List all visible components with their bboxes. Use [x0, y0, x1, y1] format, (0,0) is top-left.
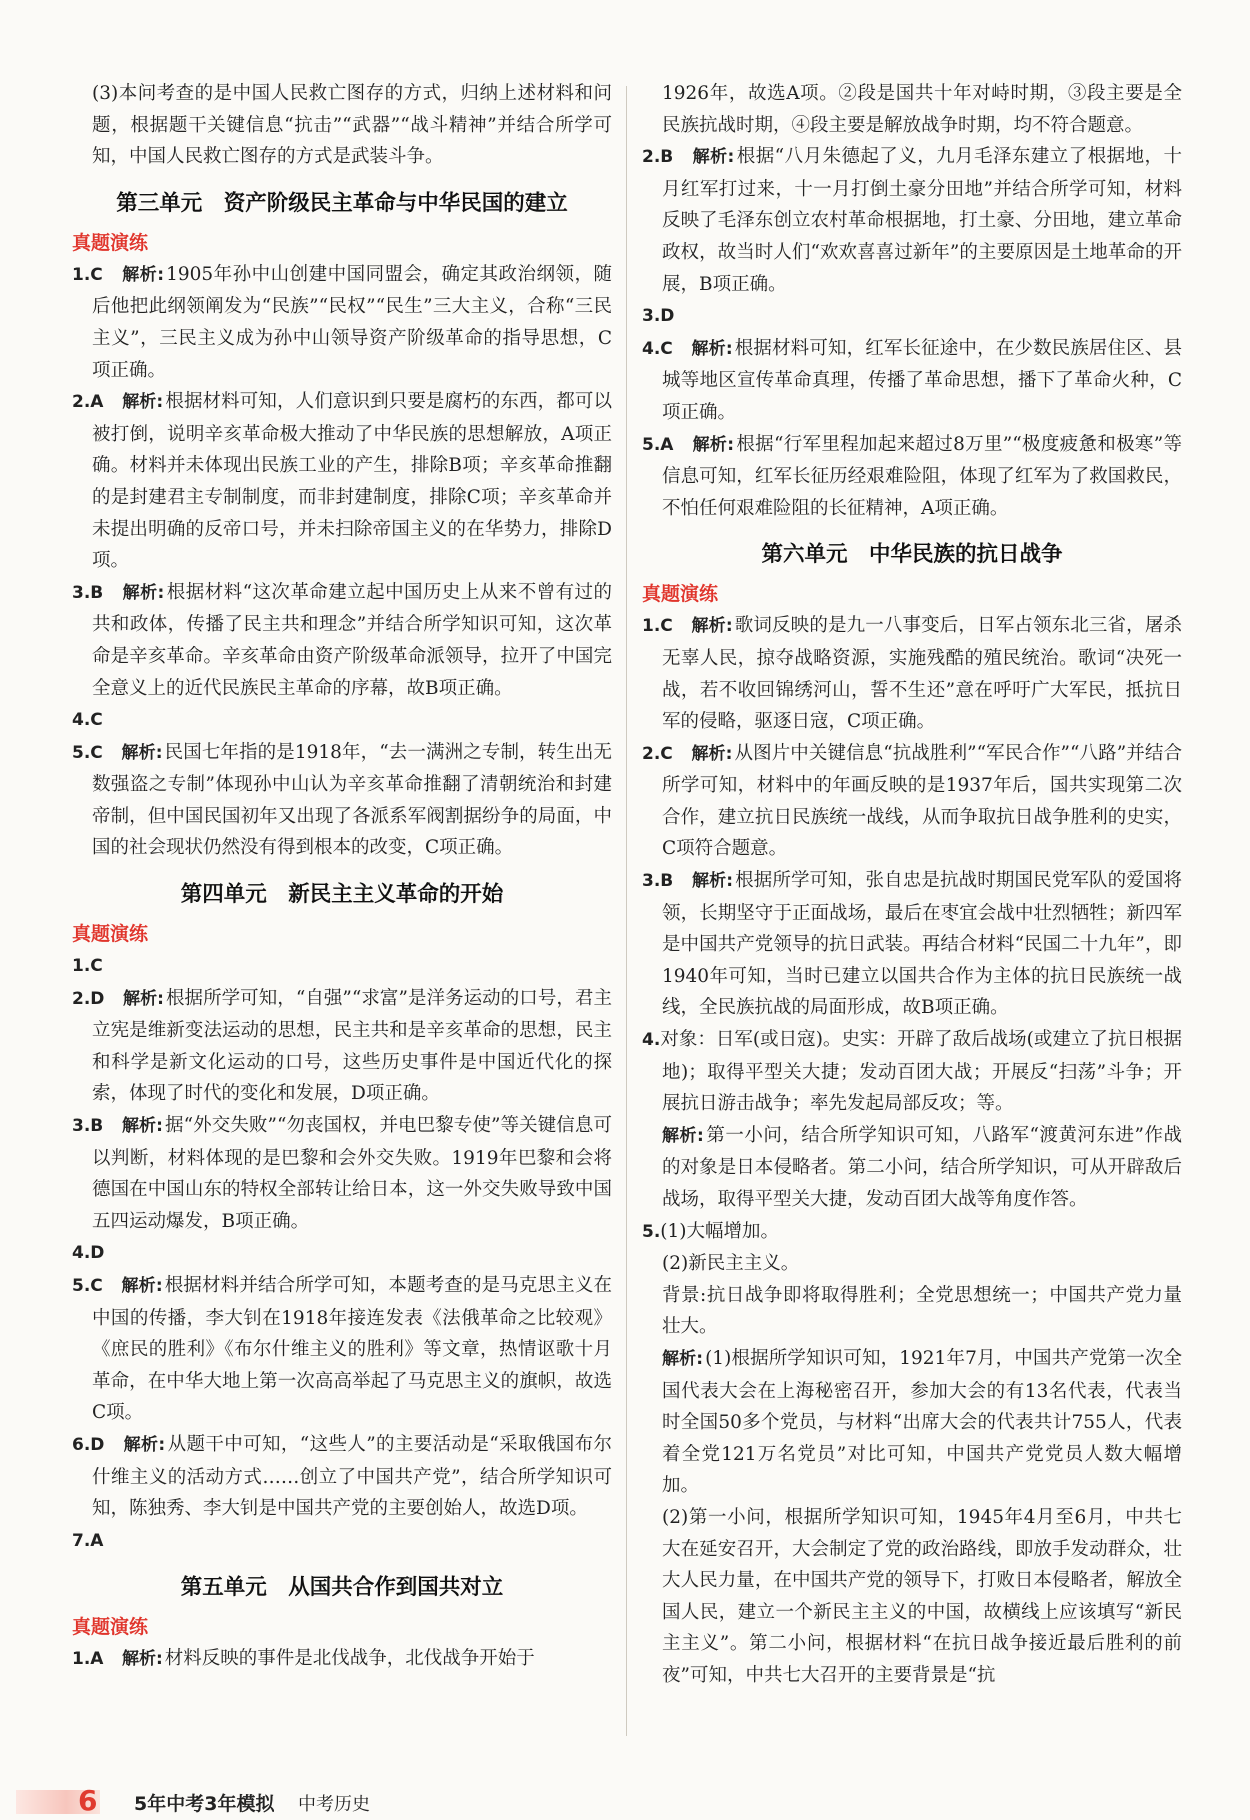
u4-q4	[72, 1237, 612, 1270]
u6-q4-label: 解析:	[662, 1125, 704, 1146]
u5-q2	[642, 141, 1182, 300]
u5-q1-num: 1.A	[72, 1649, 104, 1670]
unit-6-tag: 真题演练	[642, 583, 719, 606]
u6-q2-num: 2.C	[642, 743, 673, 764]
u5-q1-label: 解析:	[121, 1649, 163, 1670]
u3-q3-text: 根据材料“这次革命建立起中国历史上从来不曾有过的共和政体，传播了民主共和理念”并结合所学知识可知，这次革命是辛亥革命。辛亥革命由资产阶级革命派领导，拉开了中国完全意义上的近代民族民主革命的序幕，故B项正确。	[92, 581, 612, 699]
u5-q5-num: 5.A	[642, 434, 674, 455]
u6-q2-text: 从图片中关键信息“抗战胜利”“军民合作”“八路”并结合所学可知，材料中的年画反映的是1937年后，国共实现第二次合作，建立抗日民族统一战线，从而争取抗日战争胜利的史实，C项符合题意。	[662, 742, 1182, 860]
u4-q5-label: 解析:	[121, 1276, 163, 1296]
u6-q5-background	[642, 1280, 1182, 1343]
u3-q3-num: 3.B	[72, 582, 104, 603]
u4-q2-text: 根据所学可知，“自强”“求富”是洋务运动的口号，君主立宪是维新变法运动的思想，民主共和是辛亥革命的思想，民主和科学是新文化运动的口号，这些历史事件是中国近代化的探索，体现了时代的变化和发展，D项正确。	[92, 987, 612, 1105]
u3-q4-num: 4.C	[72, 710, 103, 731]
u6-q5-answer-2: (2)新民主主义。	[662, 1253, 800, 1275]
u5-q5-label: 解析:	[692, 434, 735, 455]
u6-q4-num: 4.	[642, 1030, 661, 1051]
u3-q5-text: 民国七年指的是1918年，“去一满洲之专制，转生出无数强盗之专制”体现孙中山认为辛亥革命推翻了清朝统治和封建帝制，但中国民国初年又出现了各派系军阀割据纷争的局面，中国的社会现状仍然没有得到根本的改变，C项正确。	[92, 741, 612, 859]
u6-q3	[642, 865, 1182, 1024]
u6-q5-explain-1	[642, 1343, 1182, 1502]
u5-q2-text: 根据“八月朱德起了义，九月毛泽东建立了根据地，十月红军打过来，十一月打倒土豪分田地”并结合所学可知，材料反映了毛泽东创立农村革命根据地，打土豪、分田地，建立革命政权，故当时人们“欢欢喜喜过新年”的主要原因是土地革命的开展，B项正确。	[662, 146, 1182, 295]
u6-q3-label: 解析:	[692, 871, 734, 892]
u6-q1-num: 1.C	[642, 616, 673, 637]
u3-q1-num: 1.C	[72, 264, 103, 285]
u3-q1-text: 1905年孙中山创建中国同盟会，确定其政治纲领，随后他把此纲领阐发为“民族”“民权”“民生”三大主义，合称“三民主义”，三民主义成为孙中山领导资产阶级革命的指导思想，C项正确。	[92, 263, 612, 381]
u4-q3-num: 3.B	[72, 1116, 104, 1137]
u6-q4-explain-text: 第一小问，结合所学知识可知，八路军“渡黄河东进”作战的对象是日本侵略者。第二小问，结合所学知识，可从开辟敌后战场，取得平型关大捷，发动百团大战等角度作答。	[662, 1124, 1182, 1210]
u3-q2-num: 2.A	[72, 392, 104, 413]
unit-4-title: 第四单元 新民主主义革命的开始	[180, 882, 504, 908]
u4-q6-num: 6.D	[72, 1434, 105, 1455]
u4-q2-label: 解析:	[123, 988, 164, 1009]
u4-q4-num: 4.D	[72, 1243, 105, 1264]
u6-q1-label: 解析:	[691, 616, 733, 637]
u5-q3	[642, 300, 1182, 333]
u6-q3-num: 3.B	[642, 871, 674, 892]
u5-q4-label: 解析:	[691, 338, 733, 359]
unit-4-tag: 真题演练	[72, 923, 149, 946]
u4-q7	[72, 1525, 612, 1558]
book-title: 5年中考3年模拟	[134, 1793, 275, 1815]
unit-5-title: 第五单元 从国共合作到国共对立	[180, 1575, 504, 1601]
u5-q3-num: 3.D	[642, 306, 675, 327]
u5-q1	[72, 1643, 612, 1676]
u4-q1-num: 1.C	[72, 956, 103, 977]
u6-q5	[642, 1216, 1182, 1249]
unit-5-tag: 真题演练	[72, 1616, 149, 1639]
u4-q5	[72, 1270, 612, 1429]
u3-q5	[72, 737, 612, 864]
u4-q6-text: 从题干中可知，“这些人”的主要活动是“采取俄国布尔什维主义的活动方式……创立了中国共产党”，结合所学知识可知，陈独秀、李大钊是中国共产党的主要创始人，故选D项。	[92, 1433, 612, 1520]
u6-q5-explain-1-text: (1)根据所学知识可知，1921年7月，中国共产党第一次全国代表大会在上海秘密召开，参加大会的有13名代表，代表当时全国50多个党员，与材料“出席大会的代表共计755人，代表着全党121万名党员”对比可知，中国共产党党员人数大幅增加。	[662, 1347, 1182, 1497]
u4-q3-label: 解析:	[121, 1116, 163, 1137]
u4-q2	[72, 983, 612, 1110]
u4-q2-num: 2.D	[72, 988, 105, 1009]
u6-q5-background-text: 抗日战争即将取得胜利；全党思想统一；中国共产党力量壮大。	[662, 1284, 1182, 1338]
column-divider	[626, 86, 627, 1736]
u5-q5	[642, 429, 1182, 525]
u6-q2	[642, 738, 1182, 865]
u6-q5-explain-2: (2)第一小问，根据所学知识可知，1945年4月至6月，中共七大在延安召开，大会制定了党的政治路线，即放手发动群众，壮大人民力量，在中国共产党的领导下，打败日本侵略者，解放全国人民，建立一个新民主主义的中国，故横线上应该填写“新民主主义”。第二小问，根据材料“在抗日战争接近最后胜利的前夜”可知，中共七大召开的主要背景是“抗	[662, 1506, 1182, 1686]
u5-q4-num: 4.C	[642, 338, 673, 359]
unit-3-title: 第三单元 资产阶级民主革命与中华民国的建立	[116, 190, 568, 216]
u5-q5-text: 根据“行军里程加起来超过8万里”“极度疲惫和极寒”等信息可知，红军长征历经艰难险阻，体现了红军为了救国救民，不怕任何艰难险阻的长征精神，A项正确。	[662, 433, 1182, 519]
u6-q5-answer-1: (1)大幅增加。	[660, 1220, 780, 1242]
u5-q4-text: 根据材料可知，红军长征途中，在少数民族居住区、县城等地区宣传革命真理，传播了革命思想，播下了革命火种，C项正确。	[662, 337, 1182, 423]
u3-q4	[72, 704, 612, 737]
unit-6-title: 第六单元 中华民族的抗日战争	[761, 542, 1063, 568]
intro-paragraph: (3)本问考查的是中国人民救亡图存的方式，归纳上述材料和问题，根据题干关键信息“抗击”“武器”“战斗精神”并结合所学可知，中国人民救亡图存的方式是武装斗争。	[92, 83, 612, 168]
u6-q4-answer: 对象：日军(或日寇)。史实：开辟了敌后战场(或建立了抗日根据地)；取得平型关大捷；发动百团大战；开展反“扫荡”斗争；开展抗日游击战争；率先发起局部反攻；等。	[660, 1029, 1182, 1115]
page-footer	[16, 1784, 436, 1818]
u4-q6	[72, 1429, 612, 1525]
left-column	[72, 78, 612, 1676]
unit-3-tag: 真题演练	[72, 231, 149, 254]
u3-q3-label: 解析:	[122, 582, 165, 603]
u6-q1	[642, 610, 1182, 737]
u5-q1-continuation: 1926年，故选A项。②段是国共十年对峙时期，③段主要是全民族抗战时期，④段主要是解放战争时期，均不符合题意。	[662, 83, 1182, 136]
page-number: 6	[78, 1784, 98, 1817]
book-subject: 中考历史	[298, 1794, 370, 1815]
u3-q5-label: 解析:	[121, 742, 163, 763]
u3-q3	[72, 577, 612, 704]
u3-q1-label: 解析:	[122, 264, 165, 285]
u6-q3-text: 根据所学可知，张自忠是抗战时期国民党军队的爱国将领，长期坚守于正面战场，最后在枣宜会战中壮烈牺牲；新四军是中国共产党领导的抗日武装。再结合材料“民国二十九年”，即1940年可知，当时已建立以国共合作为主体的抗日民族统一战线，全民族抗战的局面形成，故B项正确。	[662, 870, 1182, 1019]
u4-q1	[72, 950, 612, 983]
u4-q5-text: 根据材料并结合所学可知，本题考查的是马克思主义在中国的传播，李大钊在1918年接连发表《法俄革命之比较观》《庶民的胜利》《布尔什维主义的胜利》等文章，热情讴歌十月革命，在中华大地上第一次高高举起了马克思主义的旗帜，故选C项。	[92, 1275, 612, 1424]
u6-q5-label: 解析:	[662, 1348, 704, 1369]
u3-q1	[72, 259, 612, 386]
u6-q4	[642, 1024, 1182, 1120]
u6-q5-background-label: 背景:	[662, 1284, 707, 1306]
u3-q2-label: 解析:	[122, 392, 164, 413]
u3-q2	[72, 386, 612, 577]
u5-q2-num: 2.B	[642, 147, 674, 168]
u6-q2-label: 解析:	[691, 743, 733, 764]
u3-q5-num: 5.C	[72, 742, 103, 763]
u5-q4	[642, 333, 1182, 429]
u4-q5-num: 5.C	[72, 1276, 103, 1296]
u6-q4-explain	[642, 1120, 1182, 1216]
u3-q2-text: 根据材料可知，人们意识到只要是腐朽的东西，都可以被打倒，说明辛亥革命极大推动了中华民族的思想解放，A项正确。材料并未体现出民族工业的产生，排除B项；辛亥革命推翻的是封建君主专制制度，而非封建制度，排除C项；辛亥革命并未提出明确的反帝口号，并未扫除帝国主义的在华势力，排除D项。	[92, 391, 612, 572]
u6-q1-text: 歌词反映的是九一八事变后，日军占领东北三省，屠杀无辜人民，掠夺战略资源，实施残酷的殖民统治。歌词“决死一战，若不收回锦绣河山，誓不生还”意在呼吁广大军民，抵抗日军的侵略，驱逐日寇，C项正确。	[662, 615, 1182, 733]
u5-q2-label: 解析:	[692, 147, 735, 168]
u4-q3	[72, 1110, 612, 1237]
right-column	[642, 78, 1182, 1692]
u4-q3-text: 据“外交失败”“勿丧国权，并电巴黎专使”等关键信息可以判断，材料体现的是巴黎和会外交失败。1919年巴黎和会将德国在中国山东的特权全部转让给日本，这一外交失败导致中国五四运动爆发，B项正确。	[92, 1115, 612, 1232]
u5-q1-text: 材料反映的事件是北伐战争，北伐战争开始于	[164, 1648, 535, 1670]
u4-q7-num: 7.A	[72, 1530, 104, 1551]
u4-q6-label: 解析:	[123, 1434, 166, 1455]
u6-q5-num: 5.	[642, 1221, 661, 1242]
